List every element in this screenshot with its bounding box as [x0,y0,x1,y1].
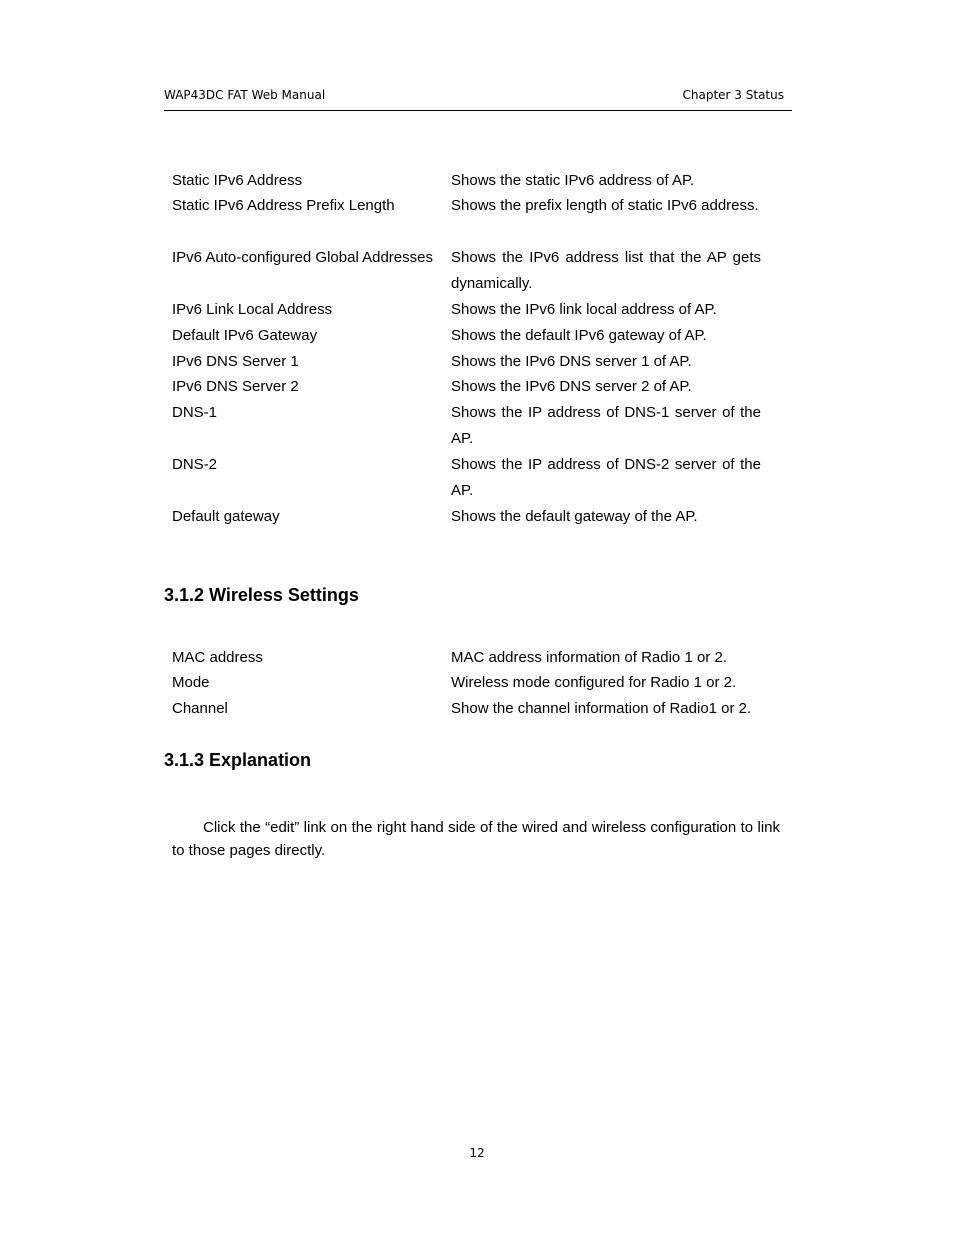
explanation-paragraph: Click the “edit” link on the right hand side of the wired and wireless configuration to link to those pages directly. [172,819,780,859]
term-description: Shows the prefix length of static IPv6 address. [451,197,759,214]
term-description: Wireless mode configured for Radio 1 or 2. [451,674,737,691]
manual-title: WAP43DC FAT Web Manual [164,88,326,102]
term-description: Shows the default gateway of the AP. [451,508,698,525]
term-label: Default gateway [172,508,280,525]
term-description: Shows the default IPv6 gateway of AP. [451,327,707,344]
section-heading-wireless-settings: 3.1.2 Wireless Settings [164,585,359,605]
term-description: Shows the static IPv6 address of AP. [451,172,695,189]
term-description: Shows the IPv6 DNS server 2 of AP. [451,378,692,395]
term-label: Static IPv6 Address [172,172,303,189]
term-label: IPv6 DNS Server 1 [172,353,299,370]
section-heading-explanation: 3.1.3 Explanation [164,750,312,770]
page-header [164,87,792,111]
chapter-title: Chapter 3 Status [682,88,784,102]
term-description: Shows the IP address of DNS-1 server of the AP. [451,404,761,447]
term-label: Mode [172,674,210,691]
page-number: 12 [469,1146,485,1160]
term-description: Shows the IPv6 DNS server 1 of AP. [451,353,692,370]
term-label: IPv6 DNS Server 2 [172,378,299,395]
term-description: Shows the IPv6 link local address of AP. [451,301,717,318]
term-label: IPv6 Link Local Address [172,301,333,318]
term-label: DNS-1 [172,404,218,421]
term-label: Default IPv6 Gateway [172,327,318,344]
term-label: DNS-2 [172,456,218,473]
term-description: Shows the IP address of DNS-2 server of the AP. [451,456,761,499]
term-label: Channel [172,700,228,717]
term-description: Show the channel information of Radio1 or 2. [451,700,752,717]
term-description: Shows the IPv6 address list that the AP gets dynamically. [451,249,761,292]
term-label: Static IPv6 Address Prefix Length [172,197,395,214]
term-description: MAC address information of Radio 1 or 2. [451,649,727,666]
term-label: MAC address [172,649,263,666]
term-label: IPv6 Auto-configured Global Addresses [172,249,433,266]
